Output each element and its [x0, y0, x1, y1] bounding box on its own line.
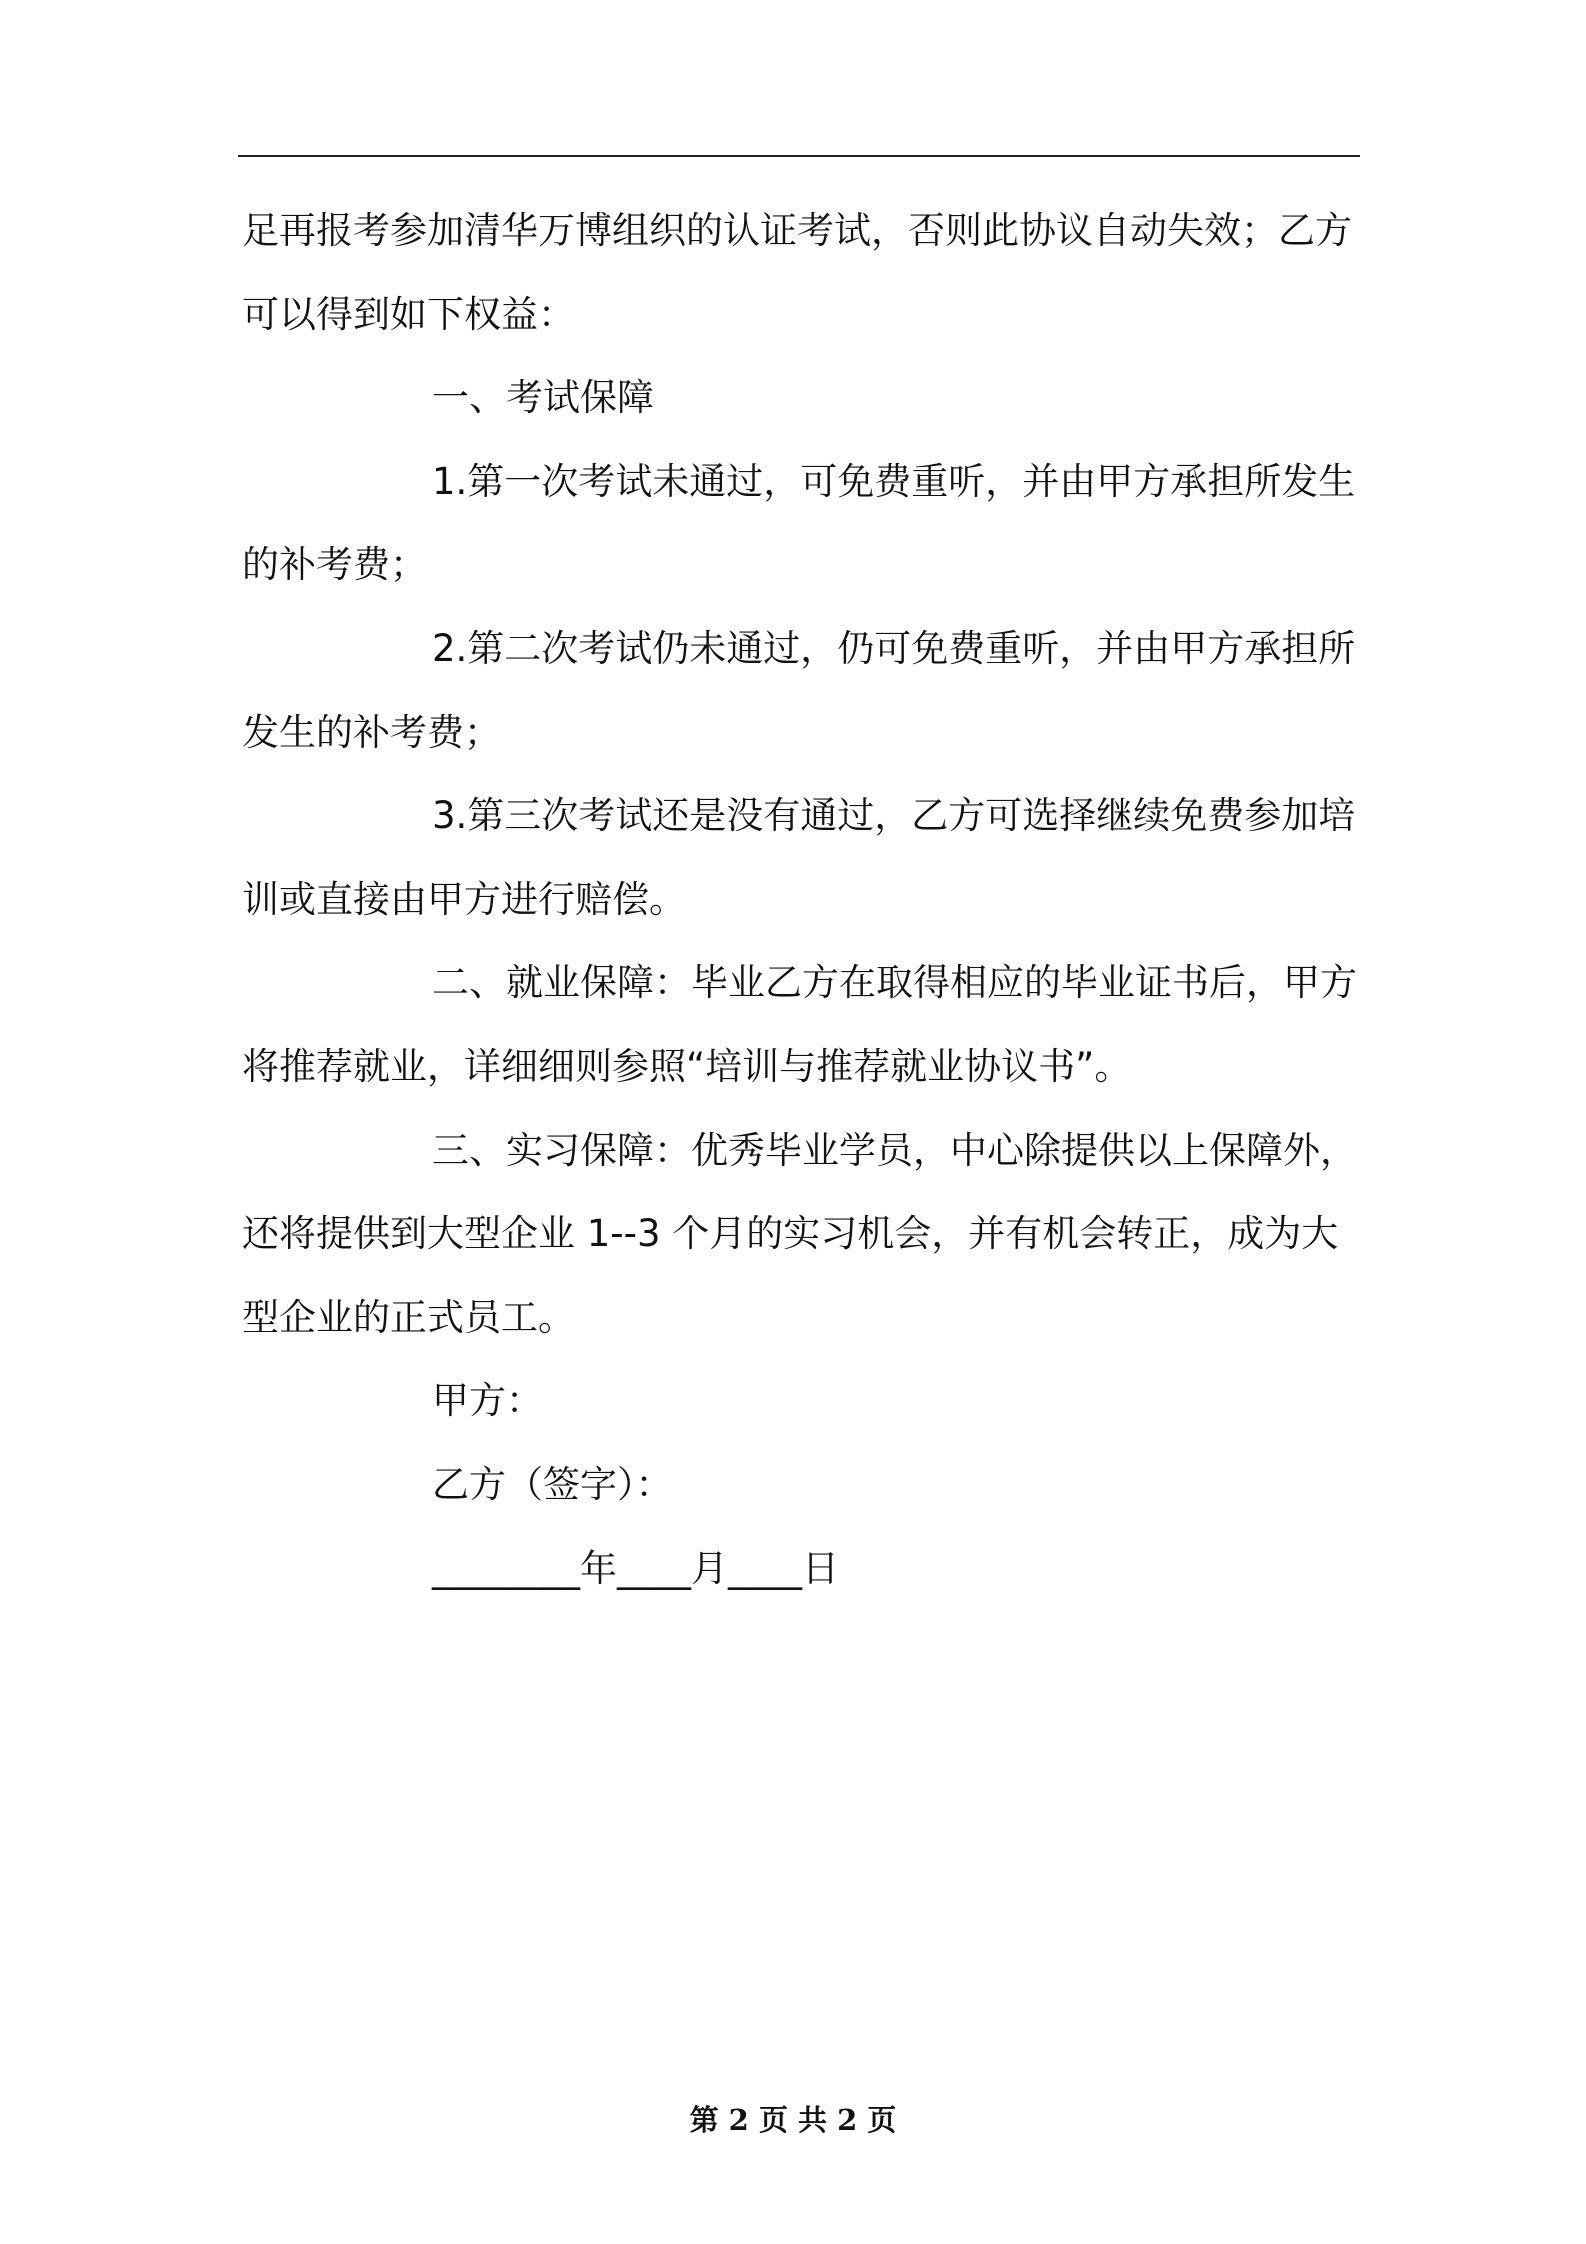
- paragraph-line: 1.第一次考试未通过，可免费重听，并由甲方承担所发生: [432, 459, 1356, 503]
- party-a-signature-label: 甲方：: [432, 1379, 543, 1423]
- paragraph-line: 将推荐就业，详细细则参照“培训与推荐就业协议书”。: [242, 1044, 1132, 1088]
- party-b-signature-label: 乙方（签字）：: [432, 1462, 673, 1506]
- paragraph-line: 2.第二次考试仍未通过，仍可免费重听，并由甲方承担所: [432, 626, 1356, 670]
- section-heading-exam-guarantee: 一、考试保障: [432, 376, 654, 420]
- paragraph-line: 型企业的正式员工。: [242, 1295, 575, 1339]
- page-number-footer: 第 2 页 共 2 页: [689, 2103, 897, 2137]
- document-body: [242, 189, 1542, 1610]
- signature-date: ________年____月____日: [432, 1546, 839, 1590]
- paragraph-line: 发生的补考费；: [242, 710, 501, 754]
- header-rule: [238, 155, 1360, 157]
- section-internship-guarantee: 三、实习保障：优秀毕业学员，中心除提供以上保障外，: [432, 1128, 1357, 1172]
- paragraph-line: 足再报考参加清华万博组织的认证考试，否则此协议自动失效；乙方: [242, 209, 1352, 252]
- paragraph-line: 的补考费；: [242, 543, 427, 587]
- paragraph-line: 训或直接由甲方进行赔偿。: [242, 877, 686, 921]
- paragraph-line: 还将提供到大型企业 1--3 个月的实习机会，并有机会转正，成为大: [242, 1212, 1339, 1256]
- paragraph-line: 可以得到如下权益：: [242, 292, 575, 336]
- section-employment-guarantee: 二、就业保障：毕业乙方在取得相应的毕业证书后，甲方: [432, 961, 1357, 1005]
- paragraph-line: 3.第三次考试还是没有通过，乙方可选择继续免费参加培: [432, 794, 1356, 838]
